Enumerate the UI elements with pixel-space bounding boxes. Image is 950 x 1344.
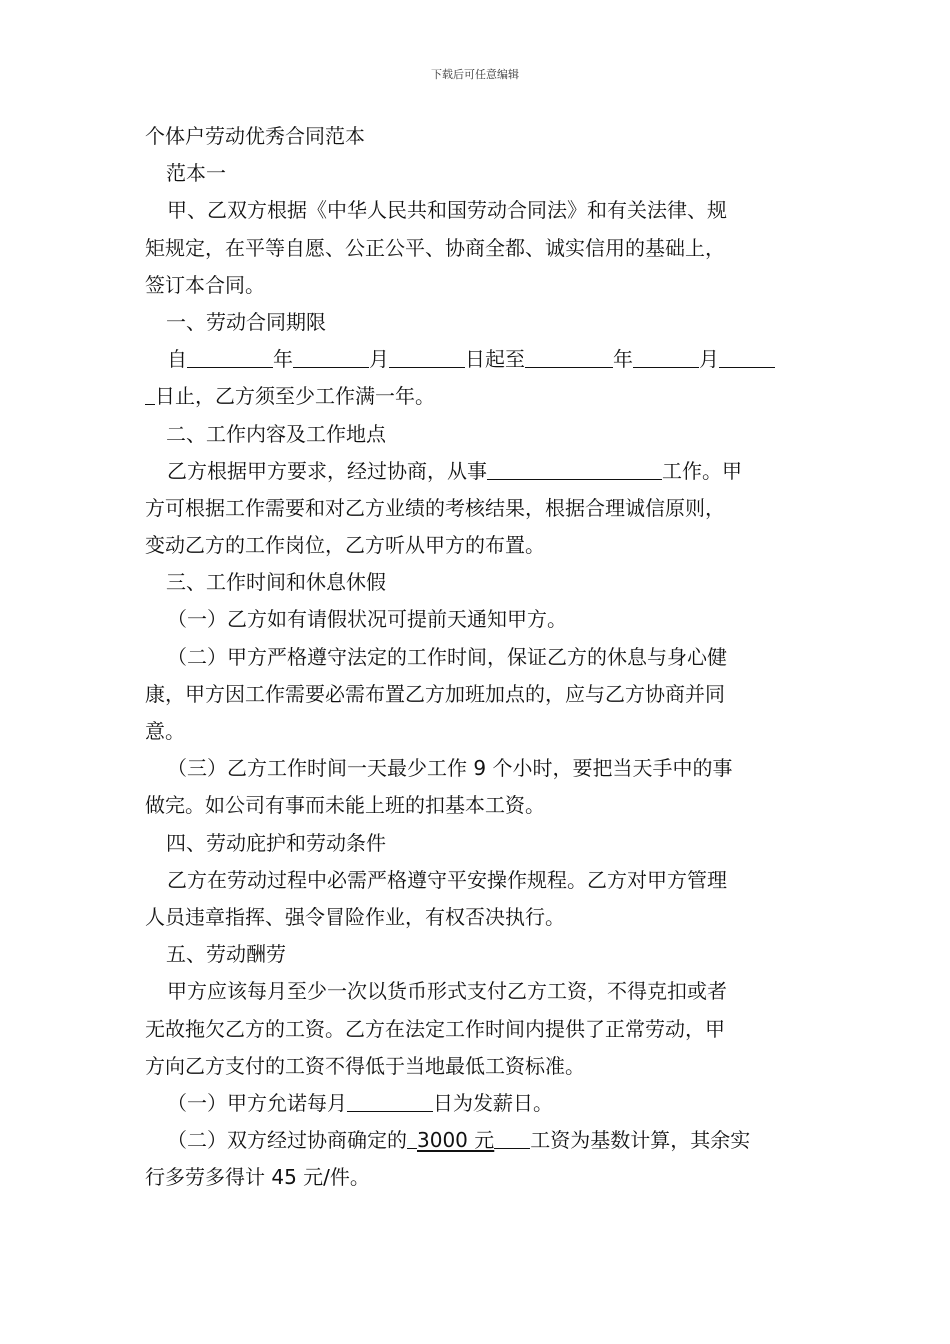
blank-end-month[interactable] [633, 345, 699, 368]
intro-line-3: 签订本合同。 [145, 272, 265, 297]
s3-line-1: （一）乙方如有请假状况可提前天通知甲方。 [167, 607, 567, 632]
s3-line-2: （二）甲方严格遵守法定的工作时间，保证乙方的休息与身心健 [167, 644, 727, 669]
s5-line-3: 方向乙方支付的工资不得低于当地最低工资标准。 [145, 1053, 585, 1078]
term-day-until: 日起至 [465, 347, 525, 372]
term-year-label: 年 [273, 347, 293, 372]
blank-base-pay-trail[interactable] [494, 1126, 530, 1149]
term-month2-label: 月 [699, 347, 719, 372]
base-pay-value: 3000 元 [417, 1128, 495, 1153]
work-line-2: 方可根据工作需要和对乙方业绩的考核结果，根据合理诚信原则， [145, 495, 725, 520]
s3-line-6: 做完。如公司有事而未能上班的扣基本工资。 [145, 793, 545, 818]
s3-line-4: 意。 [145, 719, 185, 743]
work-pre: 乙方根据甲方要求，经过协商，从事 [167, 458, 487, 483]
s5-line-1: 甲方应该每月至少一次以货币形式支付乙方工资，不得克扣或者 [167, 979, 727, 1004]
doc-title: 个体户劳动优秀合同范本 [145, 124, 365, 148]
blank-end-year[interactable] [525, 345, 613, 368]
blank-end-day-part2[interactable] [145, 382, 155, 405]
section-2-title: 二、工作内容及工作地点 [166, 421, 386, 446]
payday-post: 日为发薪日。 [433, 1090, 553, 1115]
blank-start-month[interactable] [293, 345, 369, 368]
base-pay-post: 工资为基数计算，其余实 [530, 1128, 751, 1153]
term-line [145, 341, 810, 378]
s5-line-2: 无故拖欠乙方的工资。乙方在法定工作时间内提供了正常劳动，甲 [145, 1016, 725, 1041]
term-month-label: 月 [369, 347, 389, 372]
doc-subtitle: 范本一 [166, 161, 226, 186]
intro-line-1: 甲、乙双方根据《中华人民共和国劳动合同法》和有关法律、规 [167, 198, 727, 223]
payday-pre: （一）甲方允诺每月 [167, 1090, 347, 1115]
term-line-2 [145, 378, 810, 415]
blank-job-content[interactable] [487, 457, 662, 480]
blank-start-year[interactable] [187, 345, 273, 368]
base-pay-line [145, 1122, 810, 1159]
intro-line-2: 矩规定，在平等自愿、公正公平、协商全都、诚实信用的基础上， [145, 235, 725, 260]
page-header: 下载后可任意编辑 [431, 68, 519, 81]
term-end: 日止，乙方须至少工作满一年。 [155, 384, 435, 409]
work-line-1 [145, 453, 810, 490]
s4-line-1: 乙方在劳动过程中必需严格遵守平安操作规程。乙方对甲方管理 [167, 867, 727, 892]
term-from: 自 [167, 347, 187, 372]
blank-end-day-part1[interactable] [719, 345, 775, 368]
payday-line [145, 1085, 810, 1122]
contract-body [145, 118, 810, 1196]
s3-line-3: 康，甲方因工作需要必需布置乙方加班加点的，应与乙方协商并同 [145, 681, 725, 706]
section-3-title: 三、工作时间和休息休假 [166, 570, 386, 595]
blank-payday[interactable] [347, 1089, 433, 1112]
piece-rate-line: 行多劳多得计 45 元/件。 [145, 1165, 370, 1190]
work-line-3: 变动乙方的工作岗位，乙方听从甲方的布置。 [145, 533, 545, 558]
blank-base-pay-lead[interactable] [407, 1126, 417, 1149]
section-1-title: 一、劳动合同期限 [166, 309, 326, 334]
base-pay-pre: （二）双方经过协商确定的 [167, 1128, 407, 1153]
section-5-title: 五、劳动酬劳 [166, 942, 286, 967]
s4-line-2: 人员违章指挥、强令冒险作业，有权否决执行。 [145, 904, 565, 929]
work-post: 工作。甲 [662, 458, 742, 483]
term-year2-label: 年 [613, 347, 633, 372]
section-4-title: 四、劳动庇护和劳动条件 [166, 830, 386, 855]
s3-line-5: （三）乙方工作时间一天最少工作 9 个小时，要把当天手中的事 [167, 756, 733, 781]
blank-start-day[interactable] [389, 345, 465, 368]
